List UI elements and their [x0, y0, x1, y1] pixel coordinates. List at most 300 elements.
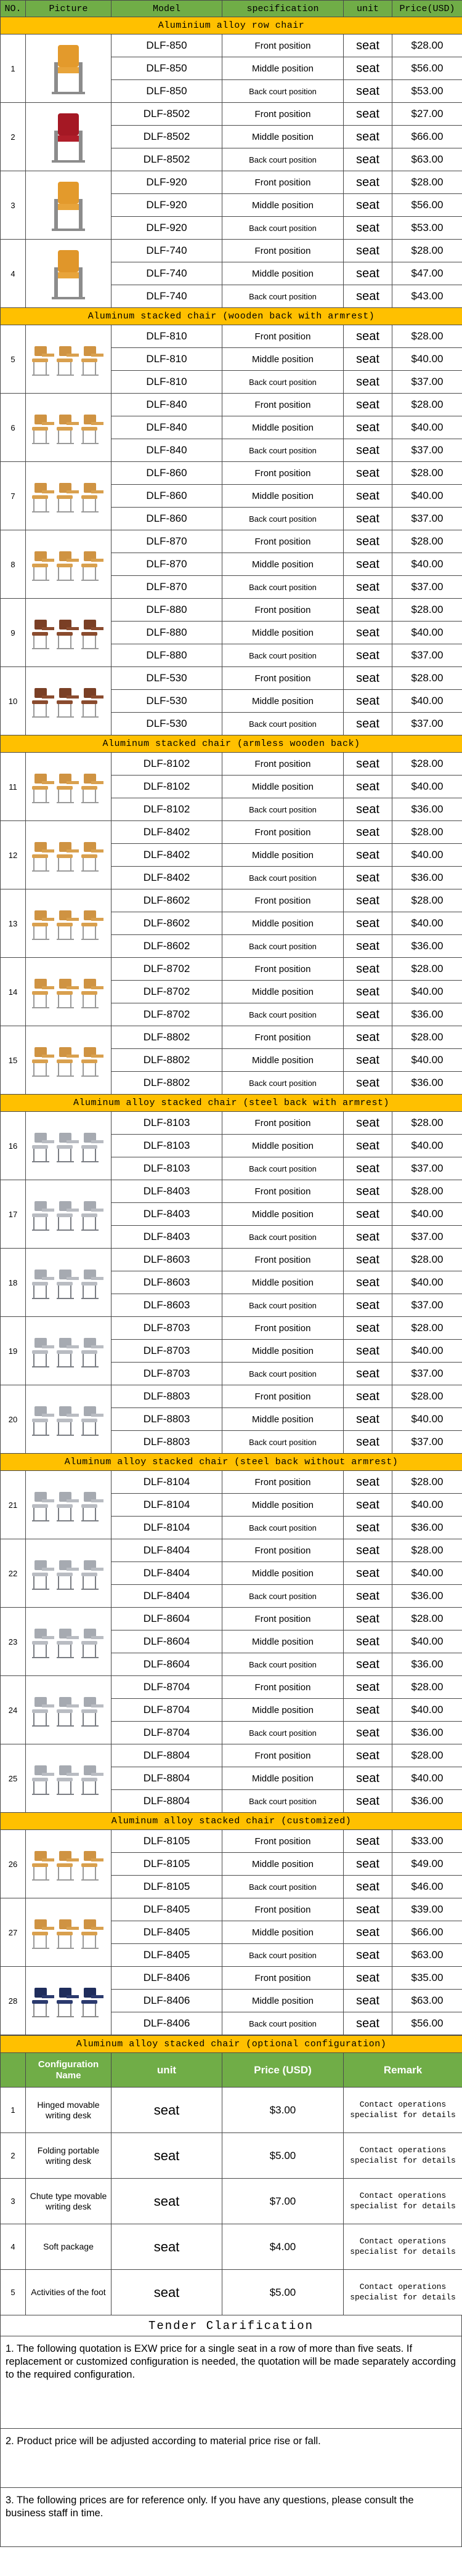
unit-cell: seat: [344, 1203, 392, 1226]
model-cell: DLF-8703: [111, 1317, 222, 1340]
specification-cell: Middle position: [222, 262, 344, 285]
product-picture: [26, 1026, 111, 1095]
item-number: 27: [1, 1898, 26, 1967]
price-cell: $28.00: [392, 240, 462, 262]
item-number: 14: [1, 958, 26, 1026]
unit-cell: seat: [344, 285, 392, 308]
product-picture: [26, 958, 111, 1026]
specification-cell: Back court position: [222, 2012, 344, 2035]
product-picture: [26, 1967, 111, 2035]
model-cell: DLF-920: [111, 194, 222, 217]
unit-cell: seat: [344, 508, 392, 530]
section-title: Aluminium alloy row chair: [1, 17, 462, 34]
unit-cell: seat: [344, 867, 392, 889]
unit-cell: seat: [344, 776, 392, 798]
table-row: [1, 1539, 462, 1562]
price-cell: $36.00: [392, 1003, 462, 1026]
unit-cell: seat: [344, 57, 392, 80]
table-row: [1, 1744, 462, 1767]
price-cell: $47.00: [392, 262, 462, 285]
unit-cell: seat: [344, 1294, 392, 1317]
model-cell: DLF-8803: [111, 1385, 222, 1408]
product-picture: [26, 1676, 111, 1744]
specification-cell: Front position: [222, 1898, 344, 1921]
model-cell: DLF-810: [111, 371, 222, 394]
unit-cell: seat: [344, 889, 392, 912]
model-cell: DLF-530: [111, 667, 222, 690]
specification-cell: Front position: [222, 530, 344, 553]
model-cell: DLF-8604: [111, 1630, 222, 1653]
section-title: Aluminum stacked chair (wooden back with armrest): [1, 308, 462, 325]
specification-cell: Middle position: [222, 1699, 344, 1722]
config-price: $5.00: [222, 2270, 344, 2315]
config-name: Chute type movable writing desk: [26, 2179, 111, 2224]
specification-cell: Middle position: [222, 1853, 344, 1876]
unit-cell: seat: [344, 1767, 392, 1790]
config-price: $7.00: [222, 2179, 344, 2224]
price-cell: $36.00: [392, 1072, 462, 1095]
model-cell: DLF-8603: [111, 1294, 222, 1317]
price-cell: $40.00: [392, 1049, 462, 1072]
specification-cell: Back court position: [222, 1226, 344, 1249]
item-number: 22: [1, 1539, 26, 1608]
model-cell: DLF-8404: [111, 1539, 222, 1562]
unit-cell: seat: [344, 1363, 392, 1385]
specification-cell: Middle position: [222, 912, 344, 935]
specification-cell: Back court position: [222, 508, 344, 530]
price-cell: $35.00: [392, 1967, 462, 1990]
unit-cell: seat: [344, 439, 392, 462]
price-cell: $28.00: [392, 1471, 462, 1494]
config-name: Folding portable writing desk: [26, 2133, 111, 2179]
unit-cell: seat: [344, 1830, 392, 1853]
model-cell: DLF-8502: [111, 148, 222, 171]
unit-cell: seat: [344, 416, 392, 439]
unit-cell: seat: [344, 1471, 392, 1494]
unit-cell: seat: [344, 622, 392, 644]
config-number: 3: [1, 2179, 26, 2224]
unit-cell: seat: [344, 1385, 392, 1408]
price-cell: $28.00: [392, 1249, 462, 1271]
config-row: [1, 2088, 462, 2133]
unit-cell: seat: [344, 1790, 392, 1813]
price-cell: $37.00: [392, 1157, 462, 1180]
price-cell: $66.00: [392, 1921, 462, 1944]
steel-desk-chair-icon: [27, 1677, 110, 1743]
specification-cell: Front position: [222, 462, 344, 485]
orange-folding-chair-icon: [27, 172, 110, 238]
model-cell: DLF-8104: [111, 1517, 222, 1539]
model-cell: DLF-8802: [111, 1049, 222, 1072]
steel-desk-chair-icon: [27, 1318, 110, 1383]
model-cell: DLF-740: [111, 285, 222, 308]
model-cell: DLF-8502: [111, 103, 222, 126]
model-cell: DLF-8105: [111, 1876, 222, 1898]
unit-cell: seat: [344, 1653, 392, 1676]
unit-cell: seat: [344, 1876, 392, 1898]
table-row: [1, 325, 462, 348]
item-number: 12: [1, 821, 26, 889]
model-cell: DLF-8802: [111, 1072, 222, 1095]
model-cell: DLF-8406: [111, 1967, 222, 1990]
config-remark: Contact operations specialist for details: [344, 2224, 462, 2270]
model-cell: DLF-810: [111, 325, 222, 348]
specification-cell: Middle position: [222, 1990, 344, 2012]
header-picture: Picture: [26, 1, 111, 17]
product-picture: [26, 821, 111, 889]
wooden-desk-chair-icon: [27, 754, 110, 819]
model-cell: DLF-8603: [111, 1271, 222, 1294]
price-cell: $36.00: [392, 867, 462, 889]
tender-note-3: 3. The following prices are for reference only. If you have any questions, please consult the business staff in time.: [0, 2488, 462, 2547]
unit-cell: seat: [344, 1157, 392, 1180]
specification-cell: Middle position: [222, 1271, 344, 1294]
price-cell: $40.00: [392, 622, 462, 644]
model-cell: DLF-8402: [111, 844, 222, 867]
config-unit: seat: [111, 2270, 222, 2315]
price-cell: $28.00: [392, 667, 462, 690]
unit-cell: seat: [344, 667, 392, 690]
price-cell: $40.00: [392, 1135, 462, 1157]
orange-folding-chair-icon: [27, 36, 110, 101]
product-picture: [26, 240, 111, 308]
model-cell: DLF-8704: [111, 1722, 222, 1744]
product-picture: [26, 530, 111, 599]
unit-cell: seat: [344, 1990, 392, 2012]
model-cell: DLF-8704: [111, 1699, 222, 1722]
section-title: Aluminum alloy stacked chair (steel back with armrest): [1, 1095, 462, 1112]
specification-cell: Middle position: [222, 126, 344, 148]
specification-cell: Back court position: [222, 713, 344, 735]
item-number: 18: [1, 1249, 26, 1317]
specification-cell: Middle position: [222, 1630, 344, 1653]
specification-cell: Back court position: [222, 371, 344, 394]
model-cell: DLF-860: [111, 508, 222, 530]
unit-cell: seat: [344, 394, 392, 416]
specification-cell: Back court position: [222, 935, 344, 958]
specification-cell: Front position: [222, 1676, 344, 1699]
table-row: [1, 394, 462, 416]
price-cell: $28.00: [392, 1026, 462, 1049]
specification-cell: Back court position: [222, 1876, 344, 1898]
unit-cell: seat: [344, 690, 392, 713]
model-cell: DLF-860: [111, 485, 222, 508]
model-cell: DLF-880: [111, 622, 222, 644]
price-cell: $28.00: [392, 821, 462, 844]
navy-desk-chair-icon: [27, 1968, 110, 2033]
steel-desk-chair-icon: [27, 1113, 110, 1178]
section-title-row: [1, 308, 462, 325]
specification-cell: Back court position: [222, 867, 344, 889]
config-price: $4.00: [222, 2224, 344, 2270]
specification-cell: Middle position: [222, 1494, 344, 1517]
config-header-unit: unit: [111, 2053, 222, 2088]
item-number: 9: [1, 599, 26, 667]
price-cell: $40.00: [392, 1562, 462, 1585]
table-row: [1, 1676, 462, 1699]
table-row: [1, 1180, 462, 1203]
price-cell: $28.00: [392, 1317, 462, 1340]
price-cell: $40.00: [392, 844, 462, 867]
config-table: [0, 2035, 462, 2315]
header-model: Model: [111, 1, 222, 17]
config-section-title: Aluminum alloy stacked chair (optional configuration): [1, 2036, 462, 2053]
specification-cell: Front position: [222, 1249, 344, 1271]
item-number: 17: [1, 1180, 26, 1249]
steel-desk-chair-icon: [27, 1609, 110, 1674]
specification-cell: Back court position: [222, 644, 344, 667]
unit-cell: seat: [344, 80, 392, 103]
price-cell: $40.00: [392, 416, 462, 439]
item-number: 1: [1, 34, 26, 103]
unit-cell: seat: [344, 1180, 392, 1203]
unit-cell: seat: [344, 1226, 392, 1249]
model-cell: DLF-8604: [111, 1653, 222, 1676]
price-cell: $63.00: [392, 1944, 462, 1967]
unit-cell: seat: [344, 1944, 392, 1967]
red-folding-chair-icon: [27, 104, 110, 169]
header-specification: specification: [222, 1, 344, 17]
config-number: 4: [1, 2224, 26, 2270]
section-title-row: [1, 735, 462, 753]
model-cell: DLF-8403: [111, 1226, 222, 1249]
config-price: $3.00: [222, 2088, 344, 2133]
specification-cell: Middle position: [222, 1203, 344, 1226]
unit-cell: seat: [344, 1431, 392, 1454]
model-cell: DLF-8602: [111, 935, 222, 958]
model-cell: DLF-870: [111, 576, 222, 599]
header-no: NO.: [1, 1, 26, 17]
config-remark: Contact operations specialist for details: [344, 2133, 462, 2179]
specification-cell: Front position: [222, 821, 344, 844]
model-cell: DLF-850: [111, 34, 222, 57]
config-remark: Contact operations specialist for details: [344, 2179, 462, 2224]
item-number: 21: [1, 1471, 26, 1539]
specification-cell: Middle position: [222, 348, 344, 371]
wooden-desk-chair-icon: [27, 822, 110, 888]
table-row: [1, 171, 462, 194]
unit-cell: seat: [344, 1271, 392, 1294]
specification-cell: Back court position: [222, 1431, 344, 1454]
item-number: 3: [1, 171, 26, 240]
price-cell: $27.00: [392, 103, 462, 126]
unit-cell: seat: [344, 1562, 392, 1585]
unit-cell: seat: [344, 821, 392, 844]
unit-cell: seat: [344, 1898, 392, 1921]
unit-cell: seat: [344, 713, 392, 735]
unit-cell: seat: [344, 348, 392, 371]
unit-cell: seat: [344, 1112, 392, 1135]
model-cell: DLF-8103: [111, 1157, 222, 1180]
table-row: [1, 753, 462, 776]
section-title-row: [1, 1813, 462, 1830]
price-cell: $43.00: [392, 285, 462, 308]
config-number: 1: [1, 2088, 26, 2133]
price-cell: $66.00: [392, 126, 462, 148]
specification-cell: Middle position: [222, 981, 344, 1003]
unit-cell: seat: [344, 1608, 392, 1630]
price-cell: $53.00: [392, 80, 462, 103]
item-number: 20: [1, 1385, 26, 1454]
product-picture: [26, 599, 111, 667]
table-row: [1, 1249, 462, 1271]
product-picture: [26, 1744, 111, 1813]
table-row: [1, 1898, 462, 1921]
unit-cell: seat: [344, 34, 392, 57]
product-picture: [26, 1385, 111, 1454]
item-number: 28: [1, 1967, 26, 2035]
model-cell: DLF-8406: [111, 1990, 222, 2012]
specification-cell: Back court position: [222, 1517, 344, 1539]
model-cell: DLF-8604: [111, 1608, 222, 1630]
price-cell: $37.00: [392, 1363, 462, 1385]
specification-cell: Front position: [222, 1317, 344, 1340]
model-cell: DLF-920: [111, 171, 222, 194]
price-cell: $37.00: [392, 713, 462, 735]
item-number: 25: [1, 1744, 26, 1813]
specification-cell: Middle position: [222, 1135, 344, 1157]
config-price: $5.00: [222, 2133, 344, 2179]
price-cell: $40.00: [392, 981, 462, 1003]
item-number: 7: [1, 462, 26, 530]
config-header-name: Configuration Name: [26, 2053, 111, 2088]
specification-cell: Back court position: [222, 576, 344, 599]
model-cell: DLF-8105: [111, 1853, 222, 1876]
specification-cell: Front position: [222, 753, 344, 776]
section-title-row: [1, 1095, 462, 1112]
section-title-row: [1, 1454, 462, 1471]
table-row: [1, 462, 462, 485]
config-name: Activities of the foot: [26, 2270, 111, 2315]
specification-cell: Back court position: [222, 1003, 344, 1026]
price-cell: $37.00: [392, 439, 462, 462]
specification-cell: Back court position: [222, 439, 344, 462]
model-cell: DLF-8804: [111, 1744, 222, 1767]
price-cell: $37.00: [392, 644, 462, 667]
unit-cell: seat: [344, 217, 392, 240]
price-cell: $40.00: [392, 690, 462, 713]
price-cell: $28.00: [392, 462, 462, 485]
price-cell: $36.00: [392, 798, 462, 821]
model-cell: DLF-8404: [111, 1585, 222, 1608]
table-row: [1, 821, 462, 844]
wooden-desk-chair-icon: [27, 326, 110, 392]
unit-cell: seat: [344, 240, 392, 262]
item-number: 8: [1, 530, 26, 599]
specification-cell: Middle position: [222, 690, 344, 713]
price-cell: $40.00: [392, 485, 462, 508]
config-name: Hinged movable writing desk: [26, 2088, 111, 2133]
specification-cell: Front position: [222, 1744, 344, 1767]
specification-cell: Front position: [222, 958, 344, 981]
model-cell: DLF-8105: [111, 1830, 222, 1853]
specification-cell: Front position: [222, 1967, 344, 1990]
model-cell: DLF-8804: [111, 1767, 222, 1790]
wooden-desk-chair-icon: [27, 891, 110, 956]
unit-cell: seat: [344, 1853, 392, 1876]
model-cell: DLF-850: [111, 80, 222, 103]
config-unit: seat: [111, 2224, 222, 2270]
section-title: Aluminum stacked chair (armless wooden back): [1, 735, 462, 753]
unit-cell: seat: [344, 644, 392, 667]
price-cell: $28.00: [392, 34, 462, 57]
unit-cell: seat: [344, 325, 392, 348]
config-header-remark: Remark: [344, 2053, 462, 2088]
price-cell: $40.00: [392, 1494, 462, 1517]
table-row: [1, 34, 462, 57]
specification-cell: Front position: [222, 325, 344, 348]
specification-cell: Middle position: [222, 1562, 344, 1585]
price-cell: $63.00: [392, 1990, 462, 2012]
item-number: 19: [1, 1317, 26, 1385]
table-row: [1, 1026, 462, 1049]
specification-cell: Back court position: [222, 1722, 344, 1744]
unit-cell: seat: [344, 103, 392, 126]
config-header-row: [1, 2053, 462, 2088]
config-header-no: [1, 2053, 26, 2088]
specification-cell: Middle position: [222, 1408, 344, 1431]
model-cell: DLF-8803: [111, 1408, 222, 1431]
unit-cell: seat: [344, 2012, 392, 2035]
unit-cell: seat: [344, 1539, 392, 1562]
price-cell: $28.00: [392, 1539, 462, 1562]
price-cell: $40.00: [392, 1408, 462, 1431]
steel-desk-chair-icon: [27, 1181, 110, 1247]
table-row: [1, 599, 462, 622]
specification-cell: Middle position: [222, 1340, 344, 1363]
product-picture: [26, 325, 111, 394]
wooden-desk-chair-icon: [27, 1831, 110, 1897]
model-cell: DLF-8104: [111, 1471, 222, 1494]
specification-cell: Middle position: [222, 416, 344, 439]
model-cell: DLF-8102: [111, 753, 222, 776]
unit-cell: seat: [344, 171, 392, 194]
model-cell: DLF-8405: [111, 1921, 222, 1944]
model-cell: DLF-840: [111, 416, 222, 439]
wooden-desk-chair-icon: [27, 463, 110, 529]
model-cell: DLF-8402: [111, 821, 222, 844]
specification-cell: Middle position: [222, 1921, 344, 1944]
item-number: 26: [1, 1830, 26, 1898]
section-title: Aluminum alloy stacked chair (customized): [1, 1813, 462, 1830]
steel-desk-chair-icon: [27, 1746, 110, 1811]
unit-cell: seat: [344, 1408, 392, 1431]
price-cell: $28.00: [392, 394, 462, 416]
product-picture: [26, 1249, 111, 1317]
price-cell: $33.00: [392, 1830, 462, 1853]
unit-cell: seat: [344, 1517, 392, 1539]
config-number: 5: [1, 2270, 26, 2315]
item-number: 13: [1, 889, 26, 958]
item-number: 5: [1, 325, 26, 394]
specification-cell: Back court position: [222, 1790, 344, 1813]
config-row: [1, 2179, 462, 2224]
price-cell: $28.00: [392, 1744, 462, 1767]
table-row: [1, 1967, 462, 1990]
price-cell: $40.00: [392, 1630, 462, 1653]
unit-cell: seat: [344, 1699, 392, 1722]
config-unit: seat: [111, 2179, 222, 2224]
orange-row-chair-icon: [27, 241, 110, 306]
unit-cell: seat: [344, 1744, 392, 1767]
table-row: [1, 1471, 462, 1494]
product-picture: [26, 1898, 111, 1967]
model-cell: DLF-810: [111, 348, 222, 371]
specification-cell: Back court position: [222, 1653, 344, 1676]
specification-cell: Front position: [222, 599, 344, 622]
specification-cell: Middle position: [222, 776, 344, 798]
unit-cell: seat: [344, 1676, 392, 1699]
